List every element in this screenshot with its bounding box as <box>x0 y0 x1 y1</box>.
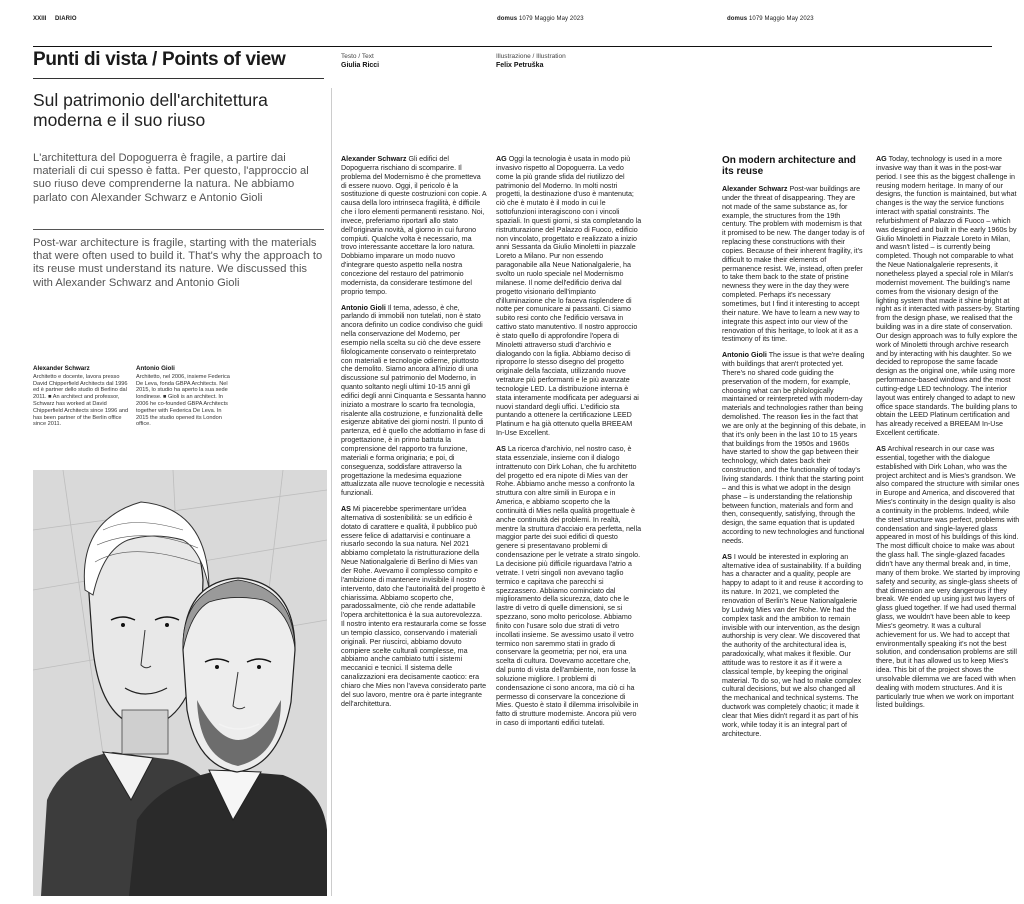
paragraph <box>722 553 866 739</box>
answer-text: I would be interested in exploring an alternative idea of sustainability. If a building has a character and a quality, people are happy to adapt to it and reuse it according to its nature. In 2021, we completed the renovation of Berlin's Neue Nationalgalerie by Ludwig Mies van der Rohe. We had the complex task and the ambition to remain invisible with our intervention, as the design authorship is very clear. We discovered that the authority of the architectural idea is, paradoxically, what makes it flexible. Our attitude was to restore it as if it were a classical temple, by keeping the original material. To do so, we had to make complex cultural decisions, but we also changed all the mechanical and technical systems. The ductwork was completely chaotic; it made it clear that Mies didn't regard it as part of his work, while today it is an integral part of architecture. <box>722 552 863 738</box>
speaker: Alexander Schwarz <box>341 155 407 163</box>
answer-text: Archival research in our case was essential, together with the dialogue established with Dirk Lohan, who was the project architect and is Mies's grandson. We also compared the structure with similar ones in Europe and America, and discovered that Mies's continuity in the design quality is also a continuity in the problems. Indeed, while the steel structure was perfect, problems with condensation and single-layered glass appeared in most of his buildings of this kind. The most difficult choice to make was about the glass hall. The single-glazed facades didn't have any thermal break and, in time, many of them broke. We started by improving safety and security, as single-glass sheets of that dimension are very dangerous if they break. We ended up using just two layers of glass glued together. If we had used thermal glass, we wouldn't have been able to keep Mies's geometry. It was a cultural achievement for us. We had to accept that environmentally speaking it's not the best solution, and condensation problems are still there, but it has allowed us to keep Mies's idea. This bit of the project shows the unsolvable dilemma we are faced with when dealing with modern structures. And it is particularly true when we work on important listed buildings. <box>876 445 1020 710</box>
speaker: AS <box>341 505 351 514</box>
headline-line-1: Sul patrimonio dell'architettura <box>33 90 268 110</box>
paragraph <box>496 445 642 728</box>
answer-text: Oggi la tecnologia è usata in modo più invasivo rispetto al Dopoguerra. La vedo come la più grande sfida del riutilizzo del patrimonio del Moderno. In molti nostri progetti, la destinazione d'uso è mantenuta; ciò che è mutato è il modo in cui le sottofunzioni interagiscono con i vincoli spaziali. In questi giorni, si sta completando la ristrutturazione del Palazzo di Fuoco, edificio non vincolato, progettato e realizzato a inizio anni Sessanta da Giulio Minoletti in piazzale Loreto a Milano. Pur non essendo paragonabile alla Neue Nationalgalerie, ha svolto un ruolo speciale nel Modernismo milanese. Il nome dell'edificio deriva dal progetto visionario dell'impianto d'illuminazione che lo faceva risplendere di notte per comunicare ai passanti. Ci siamo subito resi conto che l'edificio versava in cattivo stato manutentivo. Il nostro approccio è stato quello di approfondire l'opera di Minoletti attraverso studi d'archivio e dialogando con la figlia. Abbiamo deciso di riproporre lo stesso disegno del progetto originale della facciata, utilizzando nuove vetrature più performanti e le più avanzate tecnologie LED. La distribuzione interna è stata interamente modificata per adeguarsi ai nuovi standard degli uffici. L'edificio sta puntando a ottenere la certificazione LEED Platinum e ha già ottenuto quella BREEAM In-Use Excellent. <box>496 155 642 438</box>
bio-name: Antonio Gioli <box>136 365 175 372</box>
answer-text: The issue is that we're dealing with buildings that aren't protected yet. There's no shared code guiding the preservation of the modern, for example, choosing what can be philologically maintained or reinterpreted with modern-day materials and technologies rather than being demolished. The reason lies in the fact that we are only at the beginning of this debate, in that it's only been in the last 10 to 15 years that buildings from the 1950s and 1960s have started to show the gap between their technology, which dates back their construction, and the functionality of today's living standards. I think that the starting point – and this is what we adopt in the design phase – is understanding the relationship between function, materials and form and then, consequently, satisfying, through the design, the same equation that is updated according to new technologies and functional needs. <box>722 351 866 545</box>
illustration-credit-author: Felix Petruška <box>496 62 544 69</box>
paragraph <box>876 445 1020 710</box>
interview-column-it-1 <box>341 155 487 897</box>
answer-text: La ricerca d'archivio, nel nostro caso, è stata essenziale, insieme con il dialogo intrattenuto con Dirk Lohan, che fu architetto del progetto ed era nipote di Mies van der Rohe. Abbiamo anche messo a confronto la struttura con altre simili in Europa e in America, e abbiamo scoperto che la continuità di Mies nella qualità progettuale è anche continuità dei problemi. In realtà, mentre la struttura d'acciaio era perfetta, nella maggior parte dei suoi edifici di questo genere si presentavano problemi di condensazione per le vetrate a strato singolo. La decisione più difficile riguardava l'atrio a vetrate. I vetri singoli non avevano taglio termico e capitava che parecchi si spezzassero. Abbiamo cominciato dal miglioramento della sicurezza, dato che le lastre di vetro di quelle dimensioni, se si spezzano, sono molto pericolose. Abbiamo finito con l'usare solo due strati di vetro incollati insieme. Se avessimo usato il vetro termico non saremmo stati in grado di conservare la geometria; per noi, era una scelta di cultura. Dovevamo accettare che, dal punto di vista dell'ambiente, non fosse la soluzione migliore. I problemi di condensazione ci sono ancora, ma ciò ci ha permesso di conservare la concezione di Mies. Questo è stato il dilemma irrisolvibile in fatto di strutture moderniste. Ancora più vero in caso di importanti edifici tutelati. <box>496 445 642 728</box>
paragraph <box>876 155 1020 438</box>
paragraph <box>341 155 487 297</box>
speaker: AS <box>722 552 732 561</box>
paragraph <box>341 304 487 499</box>
standfirst-english: Post-war architecture is fragile, starting with the materials that were often used to build it. That's why the approach to its reuse must understand its nature. We discussed this with Alexander Schwarz and Antonio Gioli <box>33 237 323 289</box>
speaker: Antonio Gioli <box>722 351 767 360</box>
paragraph <box>496 155 642 438</box>
top-rule <box>33 46 992 47</box>
running-head-right <box>727 16 814 22</box>
interview-column-it-2 <box>496 155 642 897</box>
speaker: AG <box>876 155 887 163</box>
magazine-name: domus <box>497 16 518 22</box>
issue-date: 1079 Maggio May 2023 <box>518 16 584 22</box>
standfirst-divider <box>33 229 324 230</box>
answer-text: Mi piacerebbe sperimentare un'idea alternativa di sostenibilità: se un edificio è dotato di carattere e qualità, il pubblico può essere felice di adattarvisi e continuare a riusarlo secondo la sua natura. Nel 2021 abbiamo completato la ristrutturazione della Neue Nationalgalerie di Berlino di Mies van der Rohe. Avevamo il complesso compito e l'ambizione di mantenere invisibile il nostro intervento, dato che l'autorialità del progetto è chiarissima. Abbiamo scoperto che, paradossalmente, ciò che rende adattabile l'opera architettonica è la sua autorevolezza. Il nostro intento era restaurarla come se fosse un tempio classico, conservando i materiali originali. Per riuscirci, abbiamo dovuto compiere scelte culturali complesse, ma abbiamo anche cambiato tutti i sistemi meccanici e tecnici. Il sistema delle canalizzazioni era decisamente caotico: era chiaro che Mies non l'aveva considerato parte del suo lavoro, mentre ora è parte integrante dell'architettura. <box>341 505 487 708</box>
paragraph <box>722 351 866 546</box>
answer-text: Today, technology is used in a more invasive way than it was in the post-war period. I see this as the biggest challenge in reusing modern heritage. In many of our designs, the function is maintained, but what changes is the way the service functions interact with spatial constraints. The refurbishment of Palazzo di Fuoco – which was designed and built in the early 1960s by Giulio Minoletti in Piazzale Loreto in Milan, and wasn't listed – is currently being completed. Though not comparable to what the Neue Nationalgalerie represents, it nonetheless played a special role in Milan's modernist movement. The building's name comes from the visionary design of the lighting system that made it shine bright at night as it interacted with passers-by. Starting from the design phase, we realised that the building was in a dire state of conservation. Our design approach was to fully explore the work of Minoletti through archive research and by interacting with his daughter. So we decided to repropose the same facade design as the original one, while using more performance-based windows and the most cutting-edge LED technology. The interior layout was entirely changed to adapt to new office space standards. The building plans to obtain the LEED Platinum certification and has already received a BREEAM In-Use Excellent certificate. <box>876 155 1020 438</box>
bio-name: Alexander Schwarz <box>33 365 90 372</box>
english-heading: On modern architecture and its reuse <box>722 155 856 177</box>
bio-gioli <box>136 366 234 428</box>
magazine-name: domus <box>727 16 748 22</box>
section-title: Punti di vista / Points of view <box>33 49 286 70</box>
standfirst-italian: L'architettura del Dopoguerra è fragile, a partire dai materiali di cui spesso è fatta. Per questo, l'approccio al suo riuso deve comprenderne la natura. Ne abbiamo parlato con Alexander Schwarz e Antonio Gioli <box>33 152 309 204</box>
illustration-credit-label: Illustrazione / Illustration <box>496 53 566 60</box>
text-credit-label: Testo / Text <box>341 53 374 60</box>
column-divider <box>331 88 332 896</box>
section-name: DIARIO <box>55 16 77 22</box>
text-credit <box>341 52 379 70</box>
illustration-credit <box>496 52 566 70</box>
portrait-illustration <box>33 470 327 896</box>
interview-column-en-1 <box>722 155 866 897</box>
answer-text: Il tema, adesso, è che, parlando di immobili non tutelati, non è stato ancora definito un codice condiviso che guidi nella conservazione del Moderno, per esempio nella scelta su ciò che deve essere filologicamente conservato o reinterpretato con materiali e tecnologie odierne, piuttosto che demolito. Siamo ancora all'inizio di una discussione sul patrimonio del Moderno, in quanto soltanto negli ultimi 10-15 anni gli edifici degli anni Cinquanta e Sessanta hanno iniziato a mostrare lo scarto fra tecnologia, risalente alla costruzione, e funzionalità delle esigenze abitative dei giorni nostri. Il punto di partenza, ed è quello che adottiamo in fase di progettazione, è in primo battuta la comprensione del rapporto tra funzione, materiali e forma originaria; e poi, di conseguenza, soddisfare attraverso la progettazione la medesima equazione attualizzata alle nuove tecnologie e necessità funzionali. <box>341 303 486 498</box>
answer-text: Gli edifici del Dopoguerra rischiano di scomparire. Il problema del Modernismo è che prometteva di essere nuovo. Oggi, il pericolo è la sostituzione di queste costruzioni con copie. A causa della loro intrinseca fragilità, è difficile che i loro elementi permanenti resistano. Noi, invece, preferiamo riportarli allo stato dell'originaria novità, al giorno in cui furono compiuti. Qualche volta è necessario, ma trovo interessante accettare la loro natura. Dobbiamo imparare un modo nuovo d'integrare questo aspetto nella nostra concezione del restauro del patrimonio modernista, da considerare testimone del proprio tempo. <box>341 155 487 296</box>
issue-date: 1079 Maggio May 2023 <box>748 16 814 22</box>
paragraph <box>341 505 487 708</box>
speaker: AG <box>496 155 507 163</box>
speaker: AS <box>876 445 886 453</box>
bio-text: Architetto, nel 2006, insieme Federica De Leva, fonda GBPA Architects. Nel 2015, lo studio ha aperto la sua sede londinese. ■ Gioli is an architect. In 2006 he co-founded GBPA Architects together with Federica De Leva. In 2015 the studio opened its London office. <box>136 373 230 428</box>
running-head-middle <box>497 16 584 22</box>
header-rule <box>33 78 324 79</box>
bio-text: Architetto e docente, lavora presso David Chipperfield Architects dal 1996 ed è partner dello studio di Berlino dal 2011. ■ An architect and professor, Schwarz has worked at David Chipperfield Architects since 1996 and has been partner of the Berlin office since 2011. <box>33 373 129 428</box>
headline <box>33 90 268 130</box>
bio-schwarz <box>33 366 129 428</box>
interview-column-en-2 <box>876 155 1020 897</box>
page-number: XXIII <box>33 16 47 22</box>
answer-text: Post-war buildings are under the threat of disappearing. They are not made of the same substance as, for example, the structures from the 19th century. The problem with modernism is that it promised to be new. The danger today is of replacing these constructions with their copies. Because of their inherent fragility, it's difficult to make their elements of permanence resist. We, instead, often prefer to take them back to the state of pristine newness they were in the day they were completed. Perhaps it's necessary sometimes, but I find it interesting to accept their nature. We have to learn a new way to integrate this aspect into our view of the renovation of this heritage, to look at it as a testimony of its time. <box>722 185 865 344</box>
speaker: Antonio Gioli <box>341 303 386 312</box>
paragraph <box>722 185 866 344</box>
speaker: AS <box>496 445 506 453</box>
text-credit-author: Giulia Ricci <box>341 62 380 69</box>
speaker: Alexander Schwarz <box>722 185 788 193</box>
headline-line-2: moderna e il suo riuso <box>33 110 206 130</box>
